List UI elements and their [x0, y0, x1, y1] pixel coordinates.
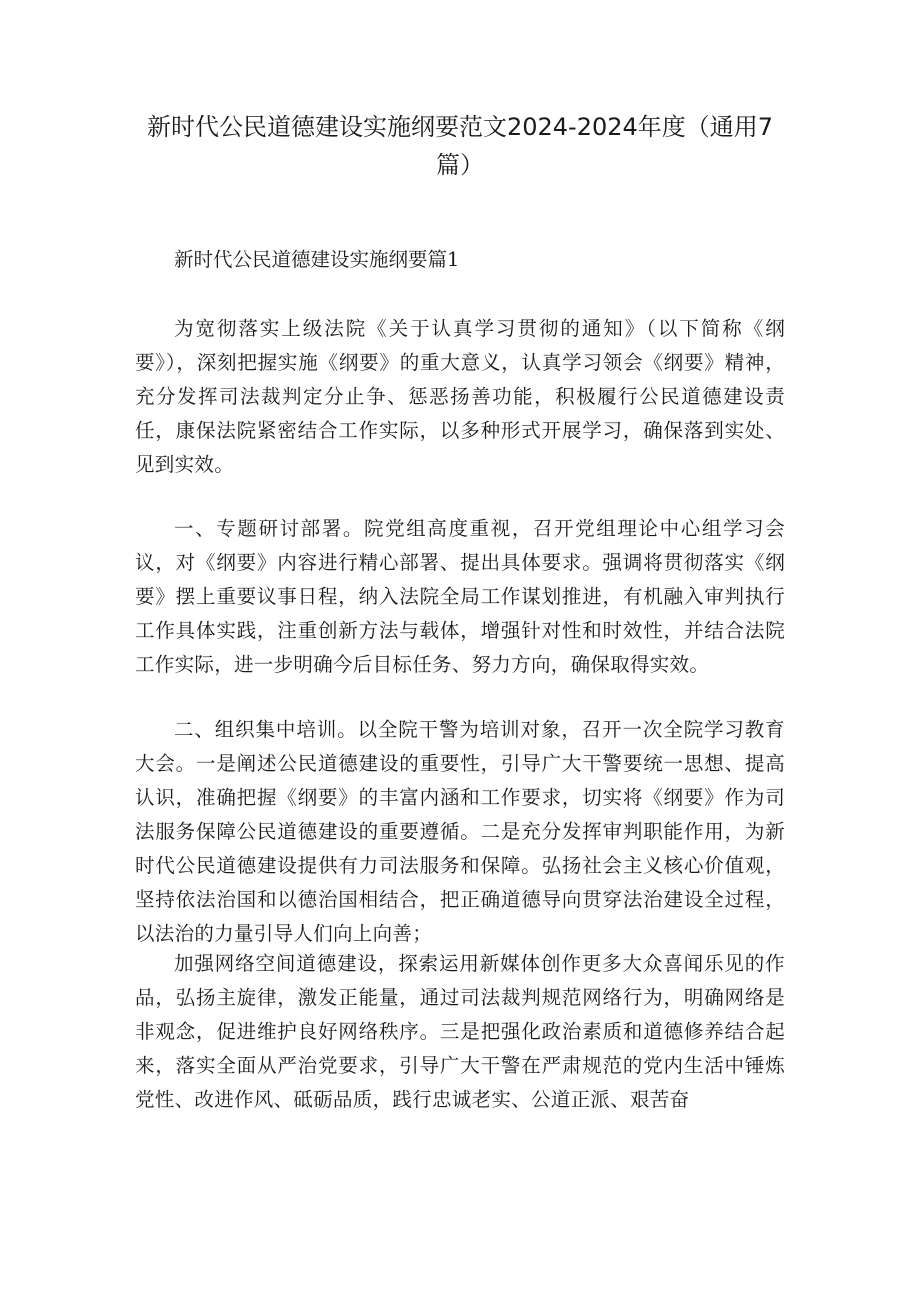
paragraph-point-two: 二、组织集中培训。以全院干警为培训对象，召开一次全院学习教育大会。一是阐述公民道德建设的重要性，引导广大干警要统一思想、提高认识，准确把握《纲要》的丰富内涵和工作要求，切实将《纲要》作为司法服务保障公民道德建设的重要遵循。二是充分发挥审判职能作用，为新时代公民道德建设提供有力司法服务和保障。弘扬社会主义核心价值观，坚持依法治国和以德治国相结合，把正确道德导向贯穿法治建设全过程，以法治的力量引导人们向上向善； [135, 718, 785, 945]
section-heading: 新时代公民道德建设实施纲要篇1 [174, 248, 460, 271]
document-title: 新时代公民道德建设实施纲要范文2024-2024年度（通用7篇） [146, 113, 774, 179]
paragraph-intro: 为宽彻落实上级法院《关于认真学习贯彻的通知》（以下简称《纲要》），深刻把握实施《纲要》的重大意义，认真学习领会《纲要》精神，充分发挥司法裁判定分止争、惩恶扬善功能，积极履行公民道德建设责任，康保法院紧密结合工作实际，以多种形式开展学习，确保落到实处、见到实效。 [135, 317, 785, 476]
paragraph-point-one: 一、专题研讨部署。院党组高度重视，召开党组理论中心组学习会议，对《纲要》内容进行精心部署、提出具体要求。强调将贯彻落实《纲要》摆上重要议事日程，纳入法院全局工作谋划推进，有机融入审判执行工作具体实践，注重创新方法与载体，增强针对性和时效性，并结合法院工作实际，进一步明确今后目标任务、努力方向，确保取得实效。 [135, 517, 785, 676]
paragraph-continuation: 加强网络空间道德建设，探索运用新媒体创作更多大众喜闻乐见的作品，弘扬主旋律，激发正能量，通过司法裁判规范网络行为，明确网络是非观念，促进维护良好网络秩序。三是把强化政治素质和道德修养结合起来，落实全面从严治党要求，引导广大干警在严肃规范的党内生活中锤炼党性、改进作风、砥砺品质，践行忠诚老实、公道正派、艰苦奋 [135, 952, 785, 1111]
